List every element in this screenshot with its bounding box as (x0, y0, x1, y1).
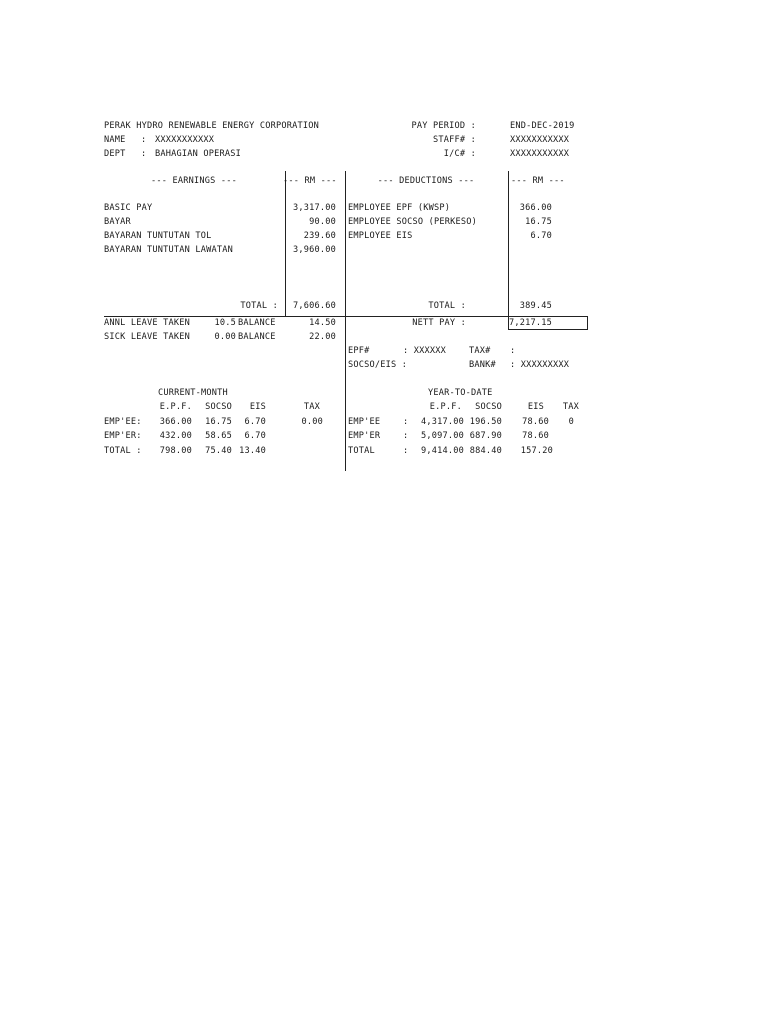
annual-balance-label: BALANCE (238, 318, 276, 328)
cm-cell: 798.00 (159, 446, 192, 456)
sick-balance-label: BALANCE (238, 332, 276, 342)
epf-label: EPF# (348, 346, 370, 356)
deductions-heading: --- DEDUCTIONS --- (377, 176, 475, 186)
name-label: NAME (104, 135, 126, 145)
company-name: PERAK HYDRO RENEWABLE ENERGY CORPORATION (104, 121, 319, 131)
earnings-rm-heading: --- RM --- (283, 176, 337, 186)
cm-header-socso: SOCSO (205, 402, 232, 412)
ytd-row-label: TOTAL (348, 446, 375, 456)
earnings-total-value: 7,606.60 (293, 301, 336, 311)
deductions-total-value: 389.45 (519, 301, 552, 311)
cm-row-label: EMP'ER: (104, 431, 142, 441)
ytd-cell: 78.60 (522, 431, 549, 441)
nett-pay-value: 7,217.15 (509, 318, 552, 328)
cm-cell: 6.70 (244, 431, 266, 441)
name-value: XXXXXXXXXXX (155, 135, 215, 145)
cm-cell: 0.00 (301, 417, 323, 427)
ytd-row-label: EMP'ER (348, 431, 381, 441)
pay-period-label: PAY PERIOD : (411, 121, 476, 131)
deduction-amount: 366.00 (519, 203, 552, 213)
sick-balance-value: 22.00 (309, 332, 336, 342)
nett-pay-label: NETT PAY : (412, 318, 466, 328)
dept-label: DEPT (104, 149, 126, 159)
ytd-cell: 5,097.00 (421, 431, 464, 441)
ic-value: XXXXXXXXXXX (510, 149, 570, 159)
sick-leave-label: SICK LEAVE TAKEN (104, 332, 190, 342)
earning-label: BAYARAN TUNTUTAN TOL (104, 231, 212, 241)
total-separator-line (104, 316, 588, 317)
ytd-row-sep: : (403, 431, 409, 441)
annual-balance-value: 14.50 (309, 318, 336, 328)
cm-row-label: TOTAL : (104, 446, 142, 456)
ytd-cell: 0 (568, 417, 574, 427)
cm-header-eis: EIS (249, 402, 266, 412)
ytd-row-sep: : (403, 446, 409, 456)
ytd-header-tax: TAX (562, 402, 579, 412)
ytd-header-epf: E.P.F. (429, 402, 462, 412)
cm-header-epf: E.P.F. (159, 402, 192, 412)
earning-amount: 3,317.00 (293, 203, 336, 213)
ytd-cell: 196.50 (469, 417, 502, 427)
deduction-label: EMPLOYEE EPF (KWSP) (348, 203, 451, 213)
earnings-divider-line (285, 171, 286, 317)
ytd-cell: 884.40 (469, 446, 502, 456)
ic-label: I/C# : (443, 149, 476, 159)
current-month-title: CURRENT-MONTH (158, 388, 228, 398)
epf-value: : XXXXXX (403, 346, 446, 356)
cm-header-tax: TAX (303, 402, 320, 412)
cm-cell: 16.75 (205, 417, 232, 427)
cm-row-label: EMP'EE: (104, 417, 142, 427)
center-divider-line (345, 171, 346, 471)
ytd-header-eis: EIS (527, 402, 544, 412)
nett-box-bottom-line (508, 329, 588, 330)
tax-value: : (510, 346, 516, 356)
sick-leave-taken: 0.00 (214, 332, 236, 342)
tax-label: TAX# (469, 346, 491, 356)
deduction-label: EMPLOYEE SOCSO (PERKESO) (348, 217, 477, 227)
earning-amount: 90.00 (309, 217, 336, 227)
cm-cell: 13.40 (239, 446, 266, 456)
earning-label: BAYAR (104, 217, 131, 227)
ytd-row-sep: : (403, 417, 409, 427)
deduction-amount: 6.70 (530, 231, 552, 241)
ytd-cell: 78.60 (522, 417, 549, 427)
ytd-cell: 9,414.00 (421, 446, 464, 456)
cm-cell: 366.00 (159, 417, 192, 427)
deduction-label: EMPLOYEE EIS (348, 231, 413, 241)
deductions-divider-line (508, 171, 509, 317)
earnings-total-label: TOTAL : (240, 301, 278, 311)
deductions-rm-heading: --- RM --- (511, 176, 565, 186)
name-colon: : (141, 135, 147, 145)
staff-value: XXXXXXXXXXX (510, 135, 570, 145)
dept-colon: : (141, 149, 147, 159)
nett-box-right-line (587, 316, 588, 330)
ytd-cell: 687.90 (469, 431, 502, 441)
annual-leave-label: ANNL LEAVE TAKEN (104, 318, 190, 328)
deduction-amount: 16.75 (525, 217, 552, 227)
bank-label: BANK# (469, 360, 496, 370)
dept-value: BAHAGIAN OPERASI (155, 149, 241, 159)
staff-label: STAFF# : (433, 135, 476, 145)
ytd-title: YEAR-TO-DATE (428, 388, 493, 398)
ytd-row-label: EMP'EE (348, 417, 381, 427)
pay-period-value: END-DEC-2019 (510, 121, 575, 131)
cm-cell: 58.65 (205, 431, 232, 441)
earnings-heading: --- EARNINGS --- (151, 176, 237, 186)
bank-value: : XXXXXXXXX (510, 360, 570, 370)
cm-cell: 432.00 (159, 431, 192, 441)
ytd-cell: 4,317.00 (421, 417, 464, 427)
ytd-cell: 157.20 (520, 446, 553, 456)
annual-leave-taken: 10.5 (214, 318, 236, 328)
socso-label: SOCSO/EIS : (348, 360, 408, 370)
earning-amount: 239.60 (303, 231, 336, 241)
earning-label: BAYARAN TUNTUTAN LAWATAN (104, 245, 233, 255)
earning-label: BASIC PAY (104, 203, 153, 213)
earning-amount: 3,960.00 (293, 245, 336, 255)
deductions-total-label: TOTAL : (428, 301, 466, 311)
cm-cell: 75.40 (205, 446, 232, 456)
cm-cell: 6.70 (244, 417, 266, 427)
ytd-header-socso: SOCSO (475, 402, 502, 412)
